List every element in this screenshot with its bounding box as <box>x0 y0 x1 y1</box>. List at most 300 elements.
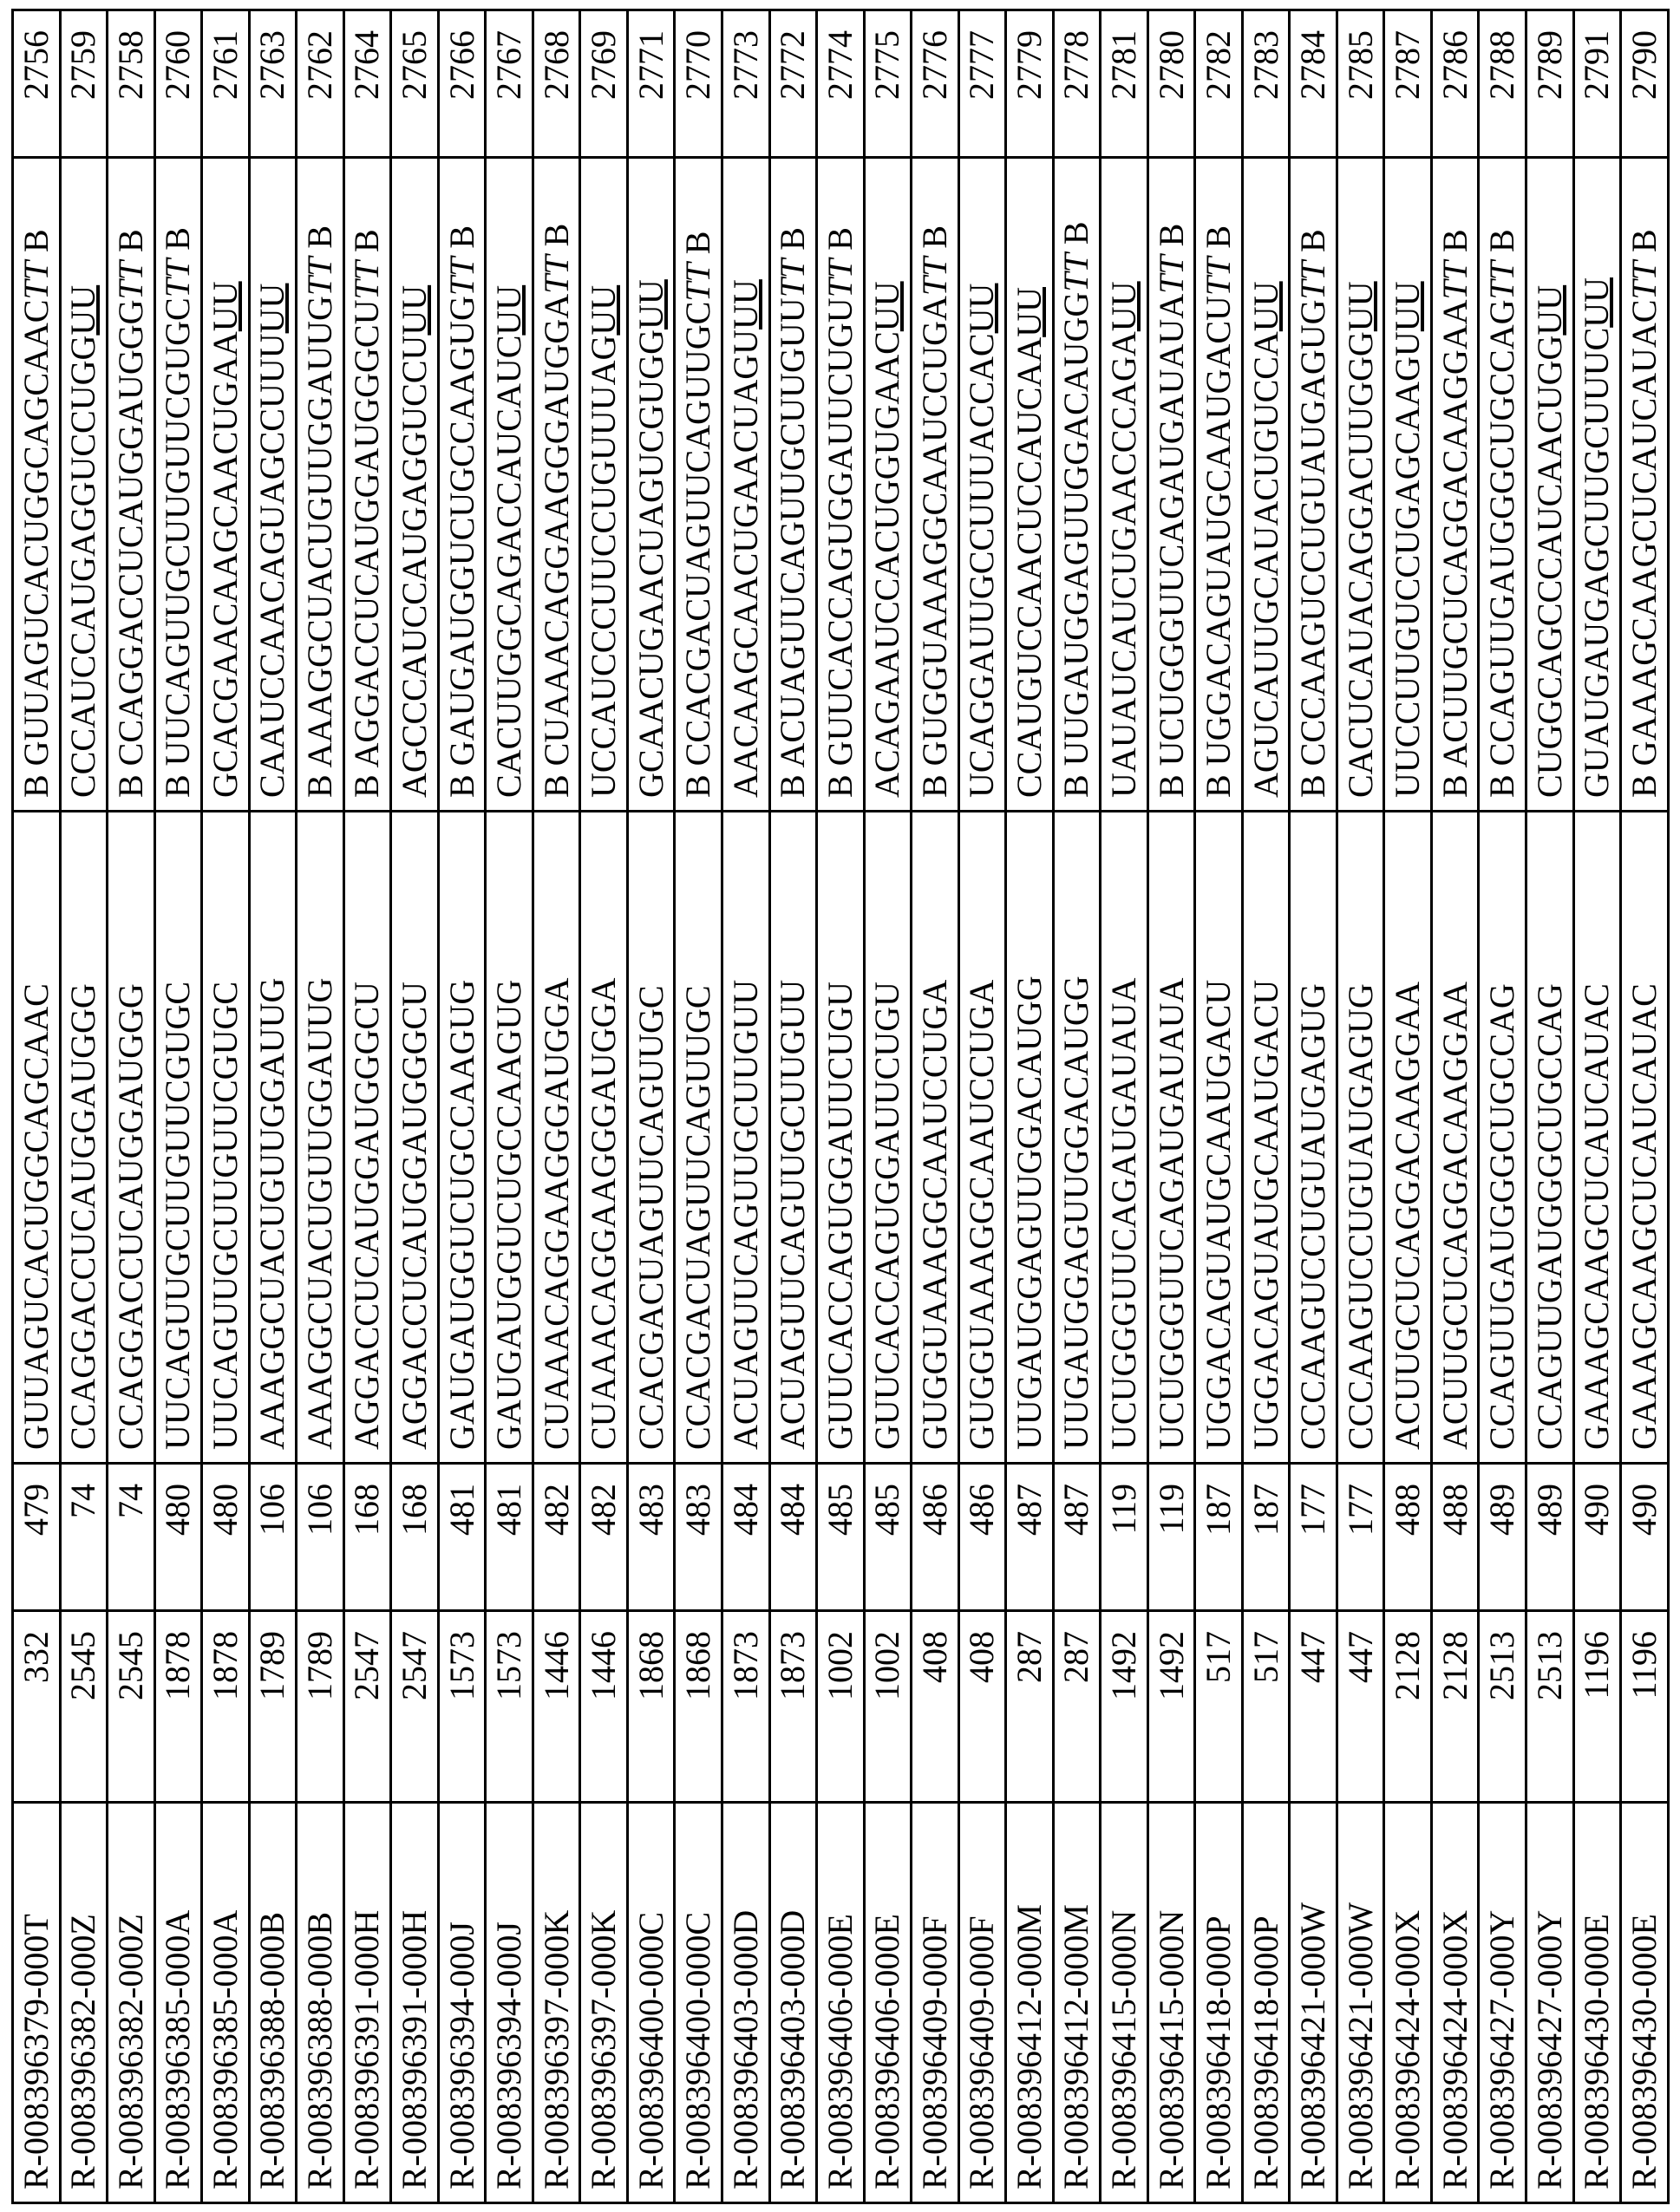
duplex-modification: UU <box>1388 281 1427 331</box>
duplex-sequence-cell <box>486 158 533 812</box>
duplex-modification: UU <box>867 281 906 331</box>
target-sequence-cell: CCCAAGUCCUGUAUGAGUG <box>1337 812 1384 1464</box>
index-cell: 119 <box>1101 1464 1148 1611</box>
duplex-main: UCCAUCCCUUCCUGUUUAG <box>584 336 623 798</box>
duplex-sequence-cell <box>912 158 959 812</box>
table-row <box>1573 10 1621 2203</box>
duplex-modification: UU <box>1530 285 1569 336</box>
duplex-modification: UU <box>962 284 1001 334</box>
sequence-id-cell: 2771 <box>627 10 675 158</box>
duplex-id-cell: R-008396394-000J <box>486 1803 533 2203</box>
index-cell: 483 <box>675 1464 722 1611</box>
position-cell: 332 <box>13 1611 61 1803</box>
duplex-id-cell: R-008396409-000F <box>912 1803 959 2203</box>
duplex-modification: TT <box>1056 253 1095 292</box>
table-row <box>297 10 344 2203</box>
duplex-id-cell: R-008396403-000D <box>722 1803 769 2203</box>
target-sequence-cell: AAAGGCUACUGUUGGAUUG <box>249 812 297 1464</box>
duplex-id-cell: R-008396379-000T <box>13 1803 61 2203</box>
position-cell: 447 <box>1337 1611 1384 1803</box>
target-sequence-cell: GAUGAUGGUCUGCCAAGUG <box>486 812 533 1464</box>
target-sequence-cell: GUUAGUCACUGGCAGCAAC <box>13 812 61 1464</box>
target-sequence-cell: ACUUGCUCAGGACAAGGAA <box>1431 812 1479 1464</box>
index-cell: 106 <box>297 1464 344 1611</box>
duplex-sequence-cell <box>1384 158 1432 812</box>
duplex-sequence-cell <box>1526 158 1574 812</box>
duplex-modification: UU <box>1104 281 1143 331</box>
index-cell: 482 <box>533 1464 580 1611</box>
duplex-main: GCAACUGAACUAGUCGUGG <box>631 330 670 798</box>
position-cell: 1492 <box>1101 1611 1148 1803</box>
position-cell: 1878 <box>202 1611 250 1803</box>
target-sequence-cell: CCACGACUAGUUCAGUUGC <box>627 812 675 1464</box>
sequence-id-cell: 2763 <box>249 10 297 158</box>
position-cell: 2128 <box>1431 1611 1479 1803</box>
index-cell: 187 <box>1242 1464 1290 1611</box>
table-row <box>343 10 391 2203</box>
rotated-page <box>11 11 1670 2204</box>
duplex-main: B GUUAGUCACUGGCAGCAAC <box>16 300 56 799</box>
duplex-sequence-cell <box>1053 158 1101 812</box>
duplex-sequence-cell <box>1573 158 1621 812</box>
duplex-end: B <box>1624 229 1664 261</box>
index-cell: 177 <box>1290 1464 1337 1611</box>
duplex-id-cell: R-008396406-000E <box>864 1803 912 2203</box>
sequence-id-cell: 2762 <box>297 10 344 158</box>
index-cell: 168 <box>391 1464 439 1611</box>
duplex-id-cell: R-008396421-000W <box>1290 1803 1337 2203</box>
target-sequence-cell: AAAGGCUACUGUUGGAUUG <box>297 812 344 1464</box>
duplex-id-cell: R-008396421-000W <box>1337 1803 1384 2203</box>
duplex-end: B <box>678 232 717 264</box>
index-cell: 484 <box>722 1464 769 1611</box>
duplex-sequence-cell <box>1101 158 1148 812</box>
duplex-sequence-cell <box>1479 158 1526 812</box>
target-sequence-cell: UGGACAGUAUGCAAUGACU <box>1195 812 1243 1464</box>
table-row <box>1384 10 1432 2203</box>
duplex-id-cell: R-008396430-000E <box>1621 1803 1669 2203</box>
position-cell: 287 <box>1006 1611 1054 1803</box>
duplex-sequence-cell <box>1431 158 1479 812</box>
table-row <box>958 10 1006 2203</box>
target-sequence-cell: CCCAAGUCCUGUAUGAGUG <box>1290 812 1337 1464</box>
table-body <box>13 10 1669 2203</box>
duplex-sequence-cell <box>722 158 769 812</box>
duplex-main: ACAGAAUCCACUGGUGAAC <box>867 331 906 798</box>
index-cell: 485 <box>864 1464 912 1611</box>
duplex-end: B <box>1199 225 1238 258</box>
table-row <box>438 10 486 2203</box>
duplex-modification: UU <box>1577 277 1616 328</box>
index-cell: 168 <box>343 1464 391 1611</box>
sequence-id-cell: 2768 <box>533 10 580 158</box>
position-cell: 1868 <box>627 1611 675 1803</box>
target-sequence-cell: UUCAGUUGCUUGUUCGUGC <box>154 812 202 1464</box>
index-cell: 74 <box>60 1464 108 1611</box>
position-cell: 1196 <box>1621 1611 1669 1803</box>
target-sequence-cell: UUGAUGGAGUUGGACAUGG <box>1053 812 1101 1464</box>
index-cell: 489 <box>1526 1464 1574 1611</box>
index-cell: 486 <box>912 1464 959 1611</box>
sequence-id-cell: 2786 <box>1431 10 1479 158</box>
duplex-main: CACUUGGCAGACCAUCAUC <box>489 336 528 798</box>
position-cell: 1446 <box>533 1611 580 1803</box>
table-row <box>108 10 155 2203</box>
duplex-modification: TT <box>111 261 150 300</box>
sequence-id-cell: 2779 <box>1006 10 1054 158</box>
duplex-main: B AAAGGCUACUGUUGGAUUG <box>300 296 339 798</box>
sequence-id-cell: 2783 <box>1242 10 1290 158</box>
index-cell: 119 <box>1147 1464 1195 1611</box>
duplex-end: B <box>300 225 339 258</box>
target-sequence-cell: GUUCACCAGUGGAUUCUGU <box>817 812 865 1464</box>
sequence-id-cell: 2790 <box>1621 10 1669 158</box>
duplex-end: B <box>773 227 812 259</box>
duplex-sequence-cell <box>580 158 628 812</box>
sequence-id-cell: 2773 <box>722 10 769 158</box>
index-cell: 486 <box>958 1464 1006 1611</box>
duplex-id-cell: R-008396385-000A <box>154 1803 202 2203</box>
table-row <box>1526 10 1574 2203</box>
sequence-id-cell: 2769 <box>580 10 628 158</box>
duplex-modification: UU <box>252 284 291 334</box>
table-row <box>1479 10 1526 2203</box>
duplex-sequence-cell <box>154 158 202 812</box>
duplex-id-cell: R-008396391-000H <box>343 1803 391 2203</box>
target-sequence-cell: CUAAACAGGAAGGGAUGGA <box>580 812 628 1464</box>
target-sequence-cell: CUAAACAGGAAGGGAUGGA <box>533 812 580 1464</box>
sequence-id-cell: 2791 <box>1573 10 1621 158</box>
position-cell: 2545 <box>60 1611 108 1803</box>
sequence-id-cell: 2758 <box>108 10 155 158</box>
duplex-modification: UU <box>1341 281 1380 331</box>
duplex-main: B UGGACAGUAUGCAAUGACU <box>1199 296 1238 798</box>
duplex-id-cell: R-008396418-000P <box>1195 1803 1243 2203</box>
table-row <box>769 10 817 2203</box>
sequence-table <box>11 9 1670 2204</box>
target-sequence-cell: GAAAGCAAGCUCAUCAUAC <box>1573 812 1621 1464</box>
duplex-main: B ACUUGCUCAGGACAAGGAA <box>1435 300 1474 799</box>
duplex-modification: TT <box>16 261 56 300</box>
duplex-id-cell: R-008396388-000B <box>249 1803 297 2203</box>
target-sequence-cell: GAUGAUGGUCUGCCAAGUG <box>438 812 486 1464</box>
sequence-id-cell: 2766 <box>438 10 486 158</box>
index-cell: 485 <box>817 1464 865 1611</box>
duplex-modification: TT <box>773 259 812 298</box>
table-row <box>817 10 865 2203</box>
table-row <box>864 10 912 2203</box>
target-sequence-cell: GAAAGCAAGCUCAUCAUAC <box>1621 812 1669 1464</box>
table-row <box>249 10 297 2203</box>
table-row <box>202 10 250 2203</box>
duplex-end: B <box>1293 229 1332 261</box>
position-cell: 1873 <box>722 1611 769 1803</box>
target-sequence-cell: ACUAGUUCAGUUGCUUGUU <box>722 812 769 1464</box>
sequence-id-cell: 2789 <box>1526 10 1574 158</box>
duplex-sequence-cell <box>1290 158 1337 812</box>
sequence-id-cell: 2787 <box>1384 10 1432 158</box>
duplex-sequence-cell <box>958 158 1006 812</box>
duplex-end: B <box>820 227 860 259</box>
index-cell: 106 <box>249 1464 297 1611</box>
duplex-main: CCAUGUCCAACUCCAUCAA <box>1010 337 1049 798</box>
duplex-modification: TT <box>1152 255 1191 294</box>
duplex-sequence-cell <box>297 158 344 812</box>
sequence-id-cell: 2775 <box>864 10 912 158</box>
duplex-modification: TT <box>1199 258 1238 297</box>
duplex-main: GUAUGAUGAGCUUGCUUUC <box>1577 328 1616 798</box>
duplex-sequence-cell <box>249 158 297 812</box>
target-sequence-cell: CCAGGACCUCAUGGAUGGG <box>60 812 108 1464</box>
table-row <box>1242 10 1290 2203</box>
duplex-main: B UUGAUGGAGUUGGACAUGG <box>1056 292 1095 798</box>
duplex-modification: UU <box>1246 281 1285 331</box>
duplex-main: B CCACGACUAGUUCAGUUGC <box>678 302 717 798</box>
duplex-sequence-cell <box>769 158 817 812</box>
duplex-main: B CCAGGACCUCAUGGAUGGG <box>111 300 150 799</box>
position-cell: 447 <box>1290 1611 1337 1803</box>
duplex-main: B GUUCACCAGUGGAUUCUGU <box>820 297 860 798</box>
target-sequence-cell: GUGGUAAAGGCAAUCCUGA <box>958 812 1006 1464</box>
position-cell: 517 <box>1242 1611 1290 1803</box>
duplex-main: CCCAUCCAUGAGGUCCUGG <box>63 336 102 798</box>
table-row <box>912 10 959 2203</box>
duplex-end: B <box>16 229 56 261</box>
duplex-end: B <box>158 227 197 259</box>
table-row <box>1053 10 1101 2203</box>
duplex-sequence-cell <box>202 158 250 812</box>
sequence-id-cell: 2776 <box>912 10 959 158</box>
duplex-id-cell: R-008396412-000M <box>1006 1803 1054 2203</box>
sequence-id-cell: 2784 <box>1290 10 1337 158</box>
position-cell: 1492 <box>1147 1611 1195 1803</box>
position-cell: 517 <box>1195 1611 1243 1803</box>
target-sequence-cell: UCUGGGUUCAGAUGAUAUA <box>1101 812 1148 1464</box>
position-cell: 2547 <box>343 1611 391 1803</box>
duplex-modification: UU <box>631 279 670 330</box>
duplex-sequence-cell <box>864 158 912 812</box>
index-cell: 480 <box>154 1464 202 1611</box>
duplex-id-cell: R-008396382-000Z <box>60 1803 108 2203</box>
index-cell: 490 <box>1621 1464 1669 1611</box>
duplex-end: B <box>1482 229 1521 261</box>
sequence-id-cell: 2756 <box>13 10 61 158</box>
position-cell: 1002 <box>864 1611 912 1803</box>
duplex-id-cell: R-008396403-000D <box>769 1803 817 2203</box>
duplex-main: B CCAGUUGAUGGGCUGCCAG <box>1482 300 1521 799</box>
sequence-id-cell: 2761 <box>202 10 250 158</box>
table-row <box>1101 10 1148 2203</box>
duplex-sequence-cell <box>1195 158 1243 812</box>
table-row <box>1147 10 1195 2203</box>
sequence-id-cell: 2781 <box>1101 10 1148 158</box>
index-cell: 487 <box>1053 1464 1101 1611</box>
position-cell: 2513 <box>1526 1611 1574 1803</box>
target-sequence-cell: AGGACCUCAUGGAUGGGCU <box>391 812 439 1464</box>
index-cell: 177 <box>1337 1464 1384 1611</box>
duplex-modification: TT <box>537 255 576 294</box>
duplex-main: CAAUCCAACAGUAGCCUUU <box>252 333 291 798</box>
target-sequence-cell: UUGAUGGAGUUGGACAUGG <box>1006 812 1054 1464</box>
table-row <box>1290 10 1337 2203</box>
duplex-end: B <box>111 229 150 261</box>
duplex-id-cell: R-008396415-000N <box>1101 1803 1148 2203</box>
target-sequence-cell: GUGGUAAAGGCAAUCCUGA <box>912 812 959 1464</box>
position-cell: 1573 <box>438 1611 486 1803</box>
duplex-modification: TT <box>1624 261 1664 300</box>
duplex-id-cell: R-008396424-000X <box>1431 1803 1479 2203</box>
duplex-id-cell: R-008396424-000X <box>1384 1803 1432 2203</box>
position-cell: 1878 <box>154 1611 202 1803</box>
table-row <box>13 10 61 2203</box>
index-cell: 482 <box>580 1464 628 1611</box>
duplex-main: UAUAUCAUCUGAACCCAGA <box>1104 331 1143 798</box>
duplex-id-cell: R-008396409-000F <box>958 1803 1006 2203</box>
sequence-id-cell: 2772 <box>769 10 817 158</box>
duplex-modification: UU <box>584 285 623 336</box>
table-row <box>580 10 628 2203</box>
sequence-id-cell: 2764 <box>343 10 391 158</box>
duplex-sequence-cell <box>1147 158 1195 812</box>
position-cell: 1002 <box>817 1611 865 1803</box>
index-cell: 74 <box>108 1464 155 1611</box>
duplex-id-cell: R-008396397-000K <box>533 1803 580 2203</box>
duplex-modification: TT <box>158 259 197 298</box>
duplex-id-cell: R-008396385-000A <box>202 1803 250 2203</box>
duplex-sequence-cell <box>627 158 675 812</box>
duplex-main: B GAAAGCAAGCUCAUCAUAC <box>1624 300 1664 799</box>
target-sequence-cell: ACUAGUUCAGUUGCUUGUU <box>769 812 817 1464</box>
index-cell: 481 <box>438 1464 486 1611</box>
index-cell: 483 <box>627 1464 675 1611</box>
duplex-modification: TT <box>1435 261 1474 300</box>
index-cell: 480 <box>202 1464 250 1611</box>
duplex-modification: UU <box>1010 287 1049 337</box>
position-cell: 2513 <box>1479 1611 1526 1803</box>
position-cell: 2545 <box>108 1611 155 1803</box>
duplex-id-cell: R-008396400-000C <box>627 1803 675 2203</box>
duplex-id-cell: R-008396415-000N <box>1147 1803 1195 2203</box>
sequence-id-cell: 2785 <box>1337 10 1384 158</box>
table-row <box>1337 10 1384 2203</box>
duplex-modification: UU <box>63 285 102 336</box>
table-row <box>722 10 769 2203</box>
table-row <box>1431 10 1479 2203</box>
sequence-id-cell: 2770 <box>675 10 722 158</box>
duplex-main: GCACGAACAAGCAACUGAA <box>206 331 245 798</box>
duplex-sequence-cell <box>675 158 722 812</box>
table-row <box>1006 10 1054 2203</box>
duplex-sequence-cell <box>13 158 61 812</box>
duplex-id-cell: R-008396388-000B <box>297 1803 344 2203</box>
position-cell: 2128 <box>1384 1611 1432 1803</box>
duplex-main: B AGGACCUCAUGGAUGGGCU <box>347 300 386 799</box>
duplex-sequence-cell <box>391 158 439 812</box>
position-cell: 408 <box>912 1611 959 1803</box>
duplex-end: B <box>537 224 576 256</box>
duplex-modification: UU <box>726 279 765 330</box>
duplex-main: UCAGGAUUGCCUUUACCAC <box>962 333 1001 798</box>
sequence-id-cell: 2759 <box>60 10 108 158</box>
position-cell: 287 <box>1053 1611 1101 1803</box>
duplex-main: CACUCAUACAGGACUUGGG <box>1341 331 1380 798</box>
duplex-sequence-cell <box>343 158 391 812</box>
duplex-modification: TT <box>442 258 481 297</box>
index-cell: 488 <box>1384 1464 1432 1611</box>
duplex-end: B <box>1435 229 1474 261</box>
duplex-main: B ACUAGUUCAGUUGCUUGUU <box>773 297 812 798</box>
duplex-main: AGUCAUUGCAUACUGUCCA <box>1246 331 1285 798</box>
target-sequence-cell: AGGACCUCAUGGAUGGGCU <box>343 812 391 1464</box>
duplex-main: B UUCAGUUGCUUGUUCGUGC <box>158 297 197 798</box>
duplex-modification: TT <box>678 263 717 302</box>
duplex-id-cell: R-008396406-000E <box>817 1803 865 2203</box>
duplex-end: B <box>915 225 954 258</box>
duplex-id-cell: R-008396427-000Y <box>1479 1803 1526 2203</box>
duplex-modification: TT <box>1293 261 1332 300</box>
index-cell: 488 <box>1431 1464 1479 1611</box>
duplex-id-cell: R-008396430-000E <box>1573 1803 1621 2203</box>
duplex-main: B CUAAACAGGAAGGGAUGGA <box>537 294 576 798</box>
duplex-modification: TT <box>915 258 954 297</box>
table-row <box>675 10 722 2203</box>
index-cell: 481 <box>486 1464 533 1611</box>
sequence-id-cell: 2777 <box>958 10 1006 158</box>
target-sequence-cell: UCUGGGUUCAGAUGAUAUA <box>1147 812 1195 1464</box>
index-cell: 187 <box>1195 1464 1243 1611</box>
duplex-id-cell: R-008396397-000K <box>580 1803 628 2203</box>
sequence-id-cell: 2788 <box>1479 10 1526 158</box>
target-sequence-cell: CCACGACUAGUUCAGUUGC <box>675 812 722 1464</box>
table-row <box>1621 10 1669 2203</box>
duplex-modification: TT <box>300 258 339 297</box>
table-row <box>391 10 439 2203</box>
duplex-sequence-cell <box>817 158 865 812</box>
duplex-id-cell: R-008396391-000H <box>391 1803 439 2203</box>
sequence-id-cell: 2778 <box>1053 10 1101 158</box>
position-cell: 1573 <box>486 1611 533 1803</box>
target-sequence-cell: UGGACAGUAUGCAAUGACU <box>1242 812 1290 1464</box>
duplex-main: B GAUGAUGGUCUGCCAAGUG <box>442 296 481 798</box>
duplex-sequence-cell <box>1337 158 1384 812</box>
duplex-modification: UU <box>395 285 434 336</box>
position-cell: 1446 <box>580 1611 628 1803</box>
duplex-sequence-cell <box>438 158 486 812</box>
sequence-id-cell: 2767 <box>486 10 533 158</box>
sequence-id-cell: 2765 <box>391 10 439 158</box>
duplex-modification: UU <box>489 285 528 336</box>
duplex-modification: TT <box>820 259 860 298</box>
sequence-id-cell: 2780 <box>1147 10 1195 158</box>
duplex-sequence-cell <box>1242 158 1290 812</box>
duplex-sequence-cell <box>533 158 580 812</box>
position-cell: 1873 <box>769 1611 817 1803</box>
table-row <box>627 10 675 2203</box>
duplex-main: B CCCAAGUCCUGUAUGAGUG <box>1293 300 1332 799</box>
index-cell: 489 <box>1479 1464 1526 1611</box>
duplex-end: B <box>1056 221 1095 253</box>
position-cell: 1196 <box>1573 1611 1621 1803</box>
duplex-main: B GUGGUAAAGGCAAUCCUGA <box>915 296 954 798</box>
duplex-id-cell: R-008396400-000C <box>675 1803 722 2203</box>
target-sequence-cell: ACUUGCUCAGGACAAGGAA <box>1384 812 1432 1464</box>
duplex-id-cell: R-008396394-000J <box>438 1803 486 2203</box>
position-cell: 408 <box>958 1611 1006 1803</box>
sequence-id-cell: 2760 <box>154 10 202 158</box>
duplex-modification: UU <box>206 281 245 331</box>
index-cell: 487 <box>1006 1464 1054 1611</box>
target-sequence-cell: GUUCACCAGUGGAUUCUGU <box>864 812 912 1464</box>
